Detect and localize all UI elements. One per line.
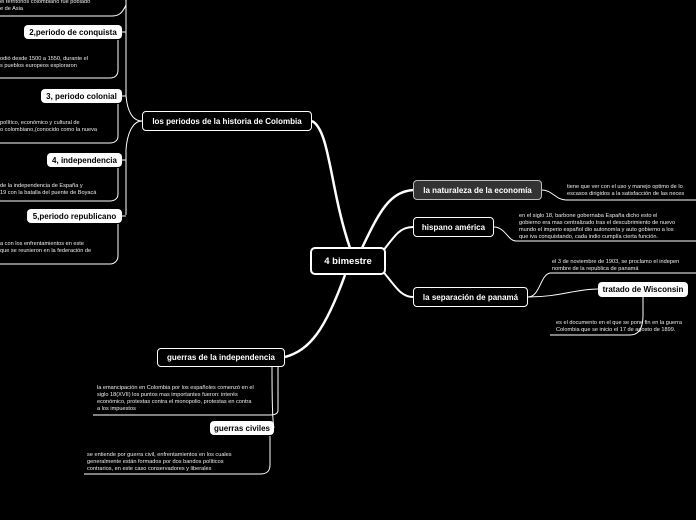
note-line: es el documento en el que se pone fin en la guerra: [556, 320, 682, 326]
note-line: nombre de la republica de panamá: [552, 266, 639, 272]
note-line: mundo el imperio español dio autonomía y auto gobierno a los: [519, 227, 674, 233]
guerras-civiles-node[interactable]: [210, 421, 274, 435]
naturaleza-node[interactable]: [413, 180, 542, 200]
separacion-label: la separación de panamá: [422, 292, 519, 302]
period-2-label: 2,periodo de conquista: [29, 27, 117, 37]
wisconsin-node[interactable]: [598, 282, 688, 297]
link-periodos-trunk-lower: [126, 121, 142, 215]
guerras-civiles-label: guerras civiles: [213, 423, 271, 433]
period-2-node[interactable]: [24, 25, 122, 39]
period-4-label: 4, independencia: [52, 155, 117, 165]
guerras-civiles-note: [87, 452, 232, 473]
note-line: generalmente están formados por dos bandos políticos: [87, 459, 224, 465]
note-line: escasos dirigidos a la satisfacción de las neces: [567, 191, 685, 197]
note-line: gobierno era mas centralizado tras el descubrimiento de nuevo: [519, 220, 676, 226]
note-line: tiene que ver con el uso y manejo optimo de lo: [567, 184, 683, 190]
period-1-note: [0, 0, 90, 13]
note-line: que se reunieron en la federación de: [0, 248, 92, 254]
note-line: o colombiano,(conocido como la nueva: [0, 127, 98, 133]
note-line: el territorios colombiano fue poblado: [0, 0, 91, 5]
hispano-node[interactable]: [413, 217, 494, 237]
naturaleza-label: la naturaleza de la economía: [423, 185, 532, 195]
separacion-note: [552, 259, 679, 273]
wisconsin-label: tratado de Wisconsin: [602, 285, 684, 294]
note-line: se entiende por guerra civil, enfrentamientos en los cuales: [87, 452, 232, 458]
note-line: económico, protestas contra el monopolio, protestas en contra: [97, 399, 252, 405]
note-line: la emancipación en Colombia por los españoles comenzó en el: [97, 385, 254, 391]
naturaleza-note: [567, 184, 684, 198]
guerras-independencia-node[interactable]: [157, 348, 285, 367]
wisconsin-note: [556, 320, 682, 334]
guerras-independencia-label: guerras de la independencia: [166, 353, 276, 362]
periodos-node[interactable]: [142, 111, 312, 131]
note-line: 19 con la batalla del puente de Boyacá: [0, 190, 97, 196]
note-line: a con los enfrentamientos en este: [0, 241, 84, 247]
period-4-node[interactable]: [47, 153, 122, 167]
central-node[interactable]: [310, 247, 386, 275]
link-central-naturaleza: [362, 190, 413, 248]
note-line: el 3 de noviembre de 1903, se proclamo el indepen: [552, 259, 680, 265]
period-5-label: 5,periodo republicano: [32, 211, 117, 221]
note-line: en el siglo 18, barbone gobernaba España dicho esto el: [519, 213, 658, 219]
note-line: s pueblos europeos exploraron: [0, 63, 77, 69]
note-line: siglo 18(XVII) los puntos mas importantes fueron: interés: [97, 392, 238, 398]
note-line: político, económico y cultural de: [0, 120, 80, 126]
separacion-node[interactable]: [413, 287, 528, 307]
note-line: Colombia que se inicio el 17 de agosto de 1899.: [556, 327, 676, 333]
note-line: que iva conquistando, cada indio cumplía cierta función.: [519, 234, 658, 240]
periodos-label: los periodos de la historia de Colombia: [152, 116, 302, 126]
period-5-node[interactable]: [27, 209, 122, 223]
hispano-label: hispano américa: [421, 222, 486, 232]
link-central-periodos: [312, 121, 350, 248]
period-2-note: [0, 56, 88, 70]
period-3-node[interactable]: [41, 89, 122, 103]
link-central-guerras: [285, 275, 345, 357]
note-line: contrarios, en este caso conservadores y liberales: [87, 466, 212, 472]
note-line: de la independencia de España y: [0, 183, 83, 189]
link-periodos-trunk: [126, 0, 142, 121]
note-line: a los impuestos: [97, 406, 136, 412]
period-3-note: [0, 120, 97, 134]
period-5-note: [0, 241, 91, 255]
period-4-note: [0, 183, 96, 197]
hispano-note: [519, 213, 675, 241]
guerras-independencia-note: [97, 385, 254, 413]
note-line: e de Asia: [0, 6, 24, 12]
period-3-label: 3, periodo colonial: [46, 91, 117, 101]
note-line: odió desde 1500 a 1550, durante el: [0, 56, 89, 62]
central-label: 4 bimestre: [324, 255, 372, 267]
